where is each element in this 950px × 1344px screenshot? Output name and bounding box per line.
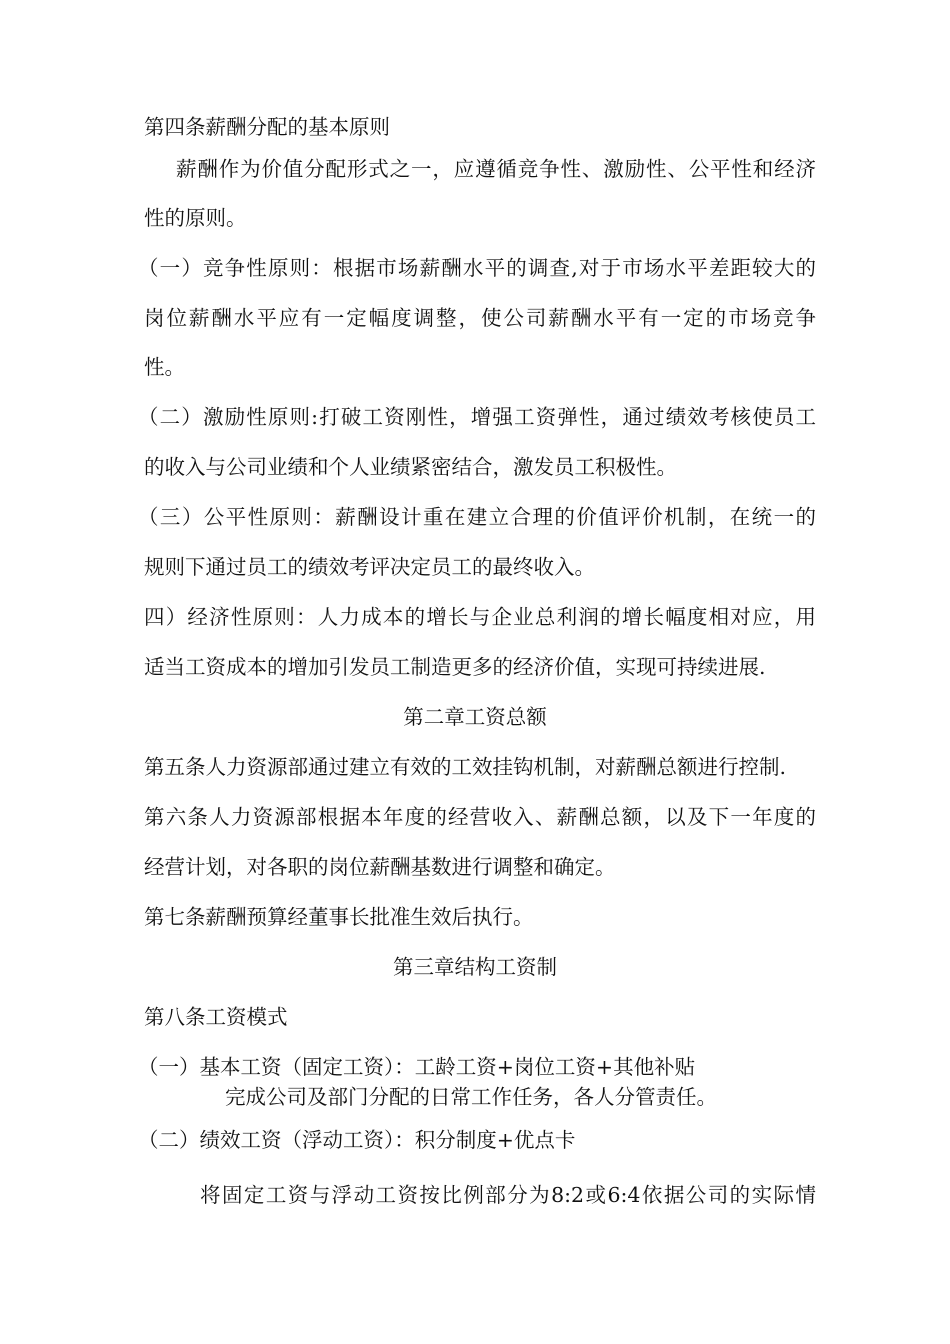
wage-ratio-line: 将固定工资与浮动工资按比例部分为8:2或6:4依据公司的实际情 <box>200 1183 816 1207</box>
principle4-line1: 四）经济性原则：人力成本的增长与企业总利润的增长幅度相对应，用 <box>144 605 816 629</box>
article4-intro-line1: 薪酬作为价值分配形式之一，应遵循竞争性、激励性、公平性和经济 <box>176 157 816 181</box>
wage-item-basic: （一）基本工资（固定工资）：工龄工资+岗位工资+其他补贴 <box>138 1055 696 1079</box>
principle3-line2: 规则下通过员工的绩效考评决定员工的最终收入。 <box>144 555 595 579</box>
article5: 第五条人力资源部通过建立有效的工效挂钩机制，对薪酬总额进行控制. <box>144 755 787 779</box>
wage-item-basic-note: 完成公司及部门分配的日常工作任务，各人分管责任。 <box>225 1085 717 1109</box>
article7: 第七条薪酬预算经董事长批准生效后执行。 <box>144 905 534 929</box>
chapter2-title: 第二章工资总额 <box>403 705 547 729</box>
article8-heading: 第八条工资模式 <box>144 1005 288 1029</box>
article6-line2: 经营计划，对各职的岗位薪酬基数进行调整和确定。 <box>144 855 616 879</box>
principle2-line2: 的收入与公司业绩和个人业绩紧密结合，激发员工积极性。 <box>144 455 677 479</box>
principle1-line2: 岗位薪酬水平应有一定幅度调整，使公司薪酬水平有一定的市场竞争 <box>144 306 816 330</box>
principle1-line1: （一）竞争性原则：根据市场薪酬水平的调查,对于市场水平差距较大的 <box>138 256 816 280</box>
principle1-line3: 性。 <box>144 355 185 379</box>
principle3-line1: （三）公平性原则：薪酬设计重在建立合理的价值评价机制，在统一的 <box>138 505 816 529</box>
principle4-line2: 适当工资成本的增加引发员工制造更多的经济价值，实现可持续进展. <box>144 655 766 679</box>
article4-intro-line2: 性的原则。 <box>144 206 247 230</box>
wage-item-performance: （二）绩效工资（浮动工资）：积分制度+优点卡 <box>138 1128 576 1152</box>
principle2-line1: （二）激励性原则:打破工资刚性，增强工资弹性，通过绩效考核使员工 <box>138 405 816 429</box>
article4-heading: 第四条薪酬分配的基本原则 <box>144 115 390 139</box>
chapter3-title: 第三章结构工资制 <box>393 955 557 979</box>
article6-line1: 第六条人力资源部根据本年度的经营收入、薪酬总额，以及下一年度的 <box>144 805 816 829</box>
